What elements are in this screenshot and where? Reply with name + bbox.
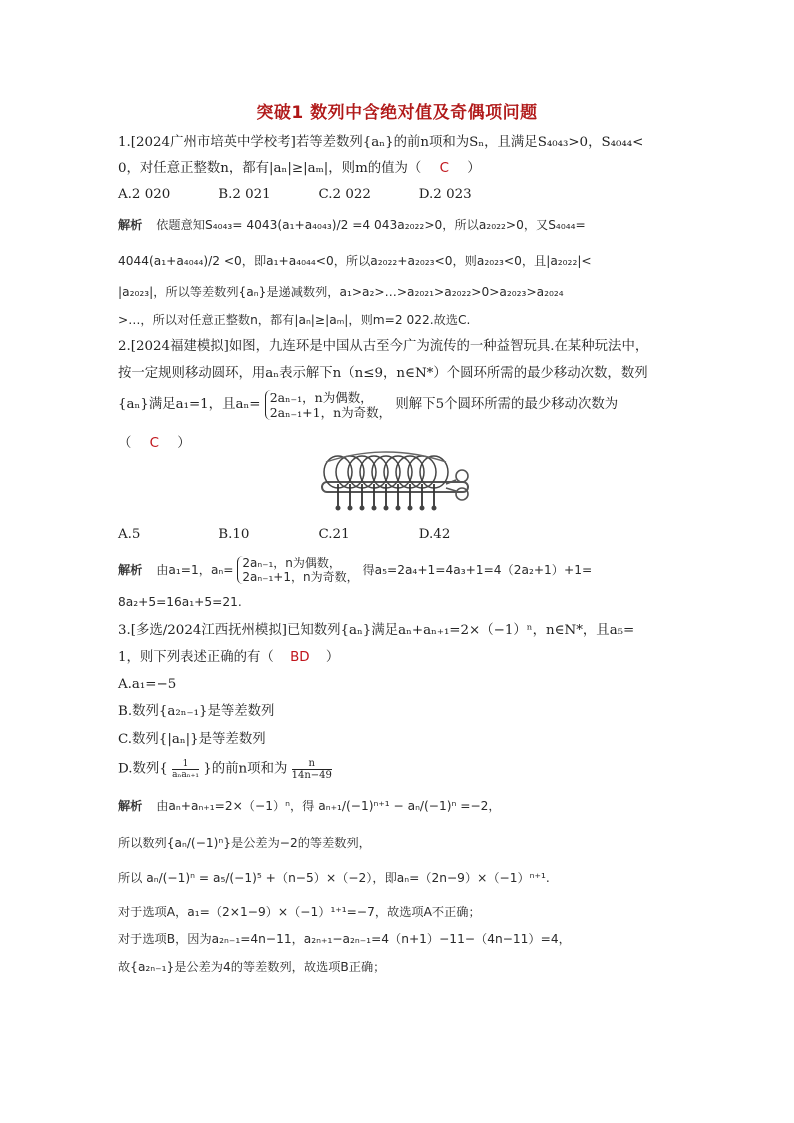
q2-line2: 按一定规则移动圆环，用aₙ表示解下n（n≤9，n∈N*）个圆环所需的最少移动次数，数列 <box>118 366 648 381</box>
q1-option-a: A.2 020 <box>118 187 171 202</box>
ring-wire <box>326 452 446 462</box>
q3-solution-line4: 对于选项A，a₁=（2×1−9）×（−1）¹⁺¹=−7，故选项A不正确； <box>118 905 481 919</box>
q3-solution-label: 解析 <box>118 799 143 813</box>
q2-close-paren: ） <box>177 436 191 451</box>
q3-option-d <box>118 758 332 781</box>
q3-option-a: A.a₁=−5 <box>118 677 177 692</box>
q1-line2-text: 0，对任意正整数n，都有|aₙ|≥|aₘ|，则m的值为（ <box>118 161 422 176</box>
q2-cases <box>265 390 391 420</box>
q1-solution-line3: |a₂₀₂₃|，所以等差数列{aₙ}是递减数列，a₁>a₂>…>a₂₀₂₁>a₂₀₂₂>0>a₂₀₂₃>a₂₀₂₄ <box>118 285 564 299</box>
q1-line2-close: ） <box>467 161 481 176</box>
q3-option-d-pre: D.数列{ <box>118 761 168 777</box>
q3-line2-close: ） <box>325 650 340 665</box>
q2-solution-cases <box>237 556 358 584</box>
q3-option-d-mid: }的前n项和为 <box>203 761 288 777</box>
q1-answer: C <box>439 161 449 176</box>
q2-answer: C <box>149 436 160 451</box>
q1-solution-label: 解析 <box>118 218 143 232</box>
q1-options <box>118 186 472 204</box>
q3-option-c: C.数列{|aₙ|}是等差数列 <box>118 732 266 747</box>
q1-line1: 1.[2024广州市培英中学校考]若等差数列{aₙ}的前n项和为Sₙ，且满足S₄₀₄₃>0，S₄₀₄₄< <box>118 135 644 150</box>
q1-option-c: C.2 022 <box>318 187 371 202</box>
q2-line3-pre: {aₙ}满足a₁=1，且aₙ= <box>118 397 261 412</box>
q1-solution-line2: 4044(a₁+a₄₀₄₄)/2 <0，即a₁+a₄₀₄₄<0，所以a₂₀₂₂+a₂₀₂₃<0，则a₂₀₂₃<0，且|a₂₀₂₂|< <box>118 254 592 268</box>
handle-icon <box>446 470 468 500</box>
q2-solution-line2: 8a₂+5=16a₁+5=21. <box>118 595 242 609</box>
q2-solution-case-even: 2aₙ₋₁，n为偶数， <box>242 556 341 570</box>
q2-options <box>118 526 450 544</box>
q3-answer: BD <box>290 650 310 665</box>
q2-open-paren: （ <box>118 436 132 451</box>
q2-line4 <box>118 435 191 453</box>
q2-line3 <box>118 390 618 420</box>
q3-solution-line5: 对于选项B，因为a₂ₙ₋₁=4n−11，a₂ₙ₊₁−a₂ₙ₋₁=4（n+1）−11−（4n−11）=4， <box>118 932 571 946</box>
q3-line2-text: 1，则下列表述正确的有（ <box>118 650 274 665</box>
q2-case-odd: 2aₙ₋₁+1，n为奇数， <box>269 405 392 420</box>
q2-option-a: A.5 <box>118 527 141 542</box>
q3-frac1-num: 1 <box>172 759 199 770</box>
q3-frac1-den: aₙaₙ₊₁ <box>172 770 199 780</box>
q3-frac2-num: n <box>292 758 332 770</box>
q2-solution-pre: 由a₁=1，aₙ= <box>156 563 234 577</box>
rings-group <box>324 456 448 488</box>
q1-line2 <box>118 160 481 178</box>
q3-option-d-frac1 <box>172 759 199 780</box>
q2-case-even: 2aₙ₋₁，n为偶数， <box>269 390 373 405</box>
q3-frac2-den: 14n−49 <box>291 770 332 781</box>
q3-solution-line3: 所以 aₙ/(−1)ⁿ = a₅/(−1)⁵ +（n−5）×（−2），即aₙ=（2n−9）×（−1）ⁿ⁺¹. <box>118 871 550 885</box>
q3-option-b: B.数列{a₂ₙ₋₁}是等差数列 <box>118 704 275 719</box>
q3-option-d-frac2 <box>292 758 332 781</box>
q2-option-b: B.10 <box>218 527 250 542</box>
q2-line3-post: 则解下5个圆环所需的最少移动次数为 <box>395 397 619 412</box>
q2-line1: 2.[2024福建模拟]如图，九连环是中国从古至今广为流传的一种益智玩具.在某种玩法中， <box>118 339 649 354</box>
q3-solution-text1: 由aₙ+aₙ₊₁=2×（−1）ⁿ，得 aₙ₊₁/(−1)ⁿ⁺¹ − aₙ/(−1)ⁿ =−2， <box>156 799 501 813</box>
q3-line2 <box>118 649 339 667</box>
q2-option-c: C.21 <box>318 527 350 542</box>
q2-solution-line1 <box>118 556 592 584</box>
q1-solution-line1 <box>118 216 586 234</box>
q3-line1: 3.[多选/2024江西抚州模拟]已知数列{aₙ}满足aₙ+aₙ₊₁=2×（−1）ⁿ，n∈N*，且a₅= <box>118 623 635 638</box>
page-title: 突破1 数列中含绝对值及奇偶项问题 <box>256 103 538 123</box>
nine-rings-figure <box>316 434 480 518</box>
q1-solution-text1: 依题意知S₄₀₄₃= 4043(a₁+a₄₀₄₃)/2 =4 043a₂₀₂₂>0，所以a₂₀₂₂>0，又S₄₀₄₄= <box>156 218 586 232</box>
q3-solution-line6: 故{a₂ₙ₋₁}是公差为4的等差数列，故选项B正确； <box>118 960 386 974</box>
q3-solution-line1 <box>118 797 501 815</box>
rod-ends <box>336 506 437 511</box>
q3-solution-line2: 所以数列{aₙ/(−1)ⁿ}是公差为−2的等差数列， <box>118 836 371 850</box>
q2-option-d: D.42 <box>418 527 451 542</box>
q1-option-d: D.2 023 <box>418 187 472 202</box>
q1-option-b: B.2 021 <box>218 187 271 202</box>
q2-solution-case-odd: 2aₙ₋₁+1，n为奇数， <box>242 570 359 584</box>
q2-solution-label: 解析 <box>118 563 143 577</box>
q1-solution-line4: >…，所以对任意正整数n，都有|aₙ|≥|aₘ|，则m=2 022.故选C. <box>118 313 471 327</box>
q2-solution-post: 得a₅=2a₄+1=4a₃+1=4（2a₂+1）+1= <box>362 563 593 577</box>
